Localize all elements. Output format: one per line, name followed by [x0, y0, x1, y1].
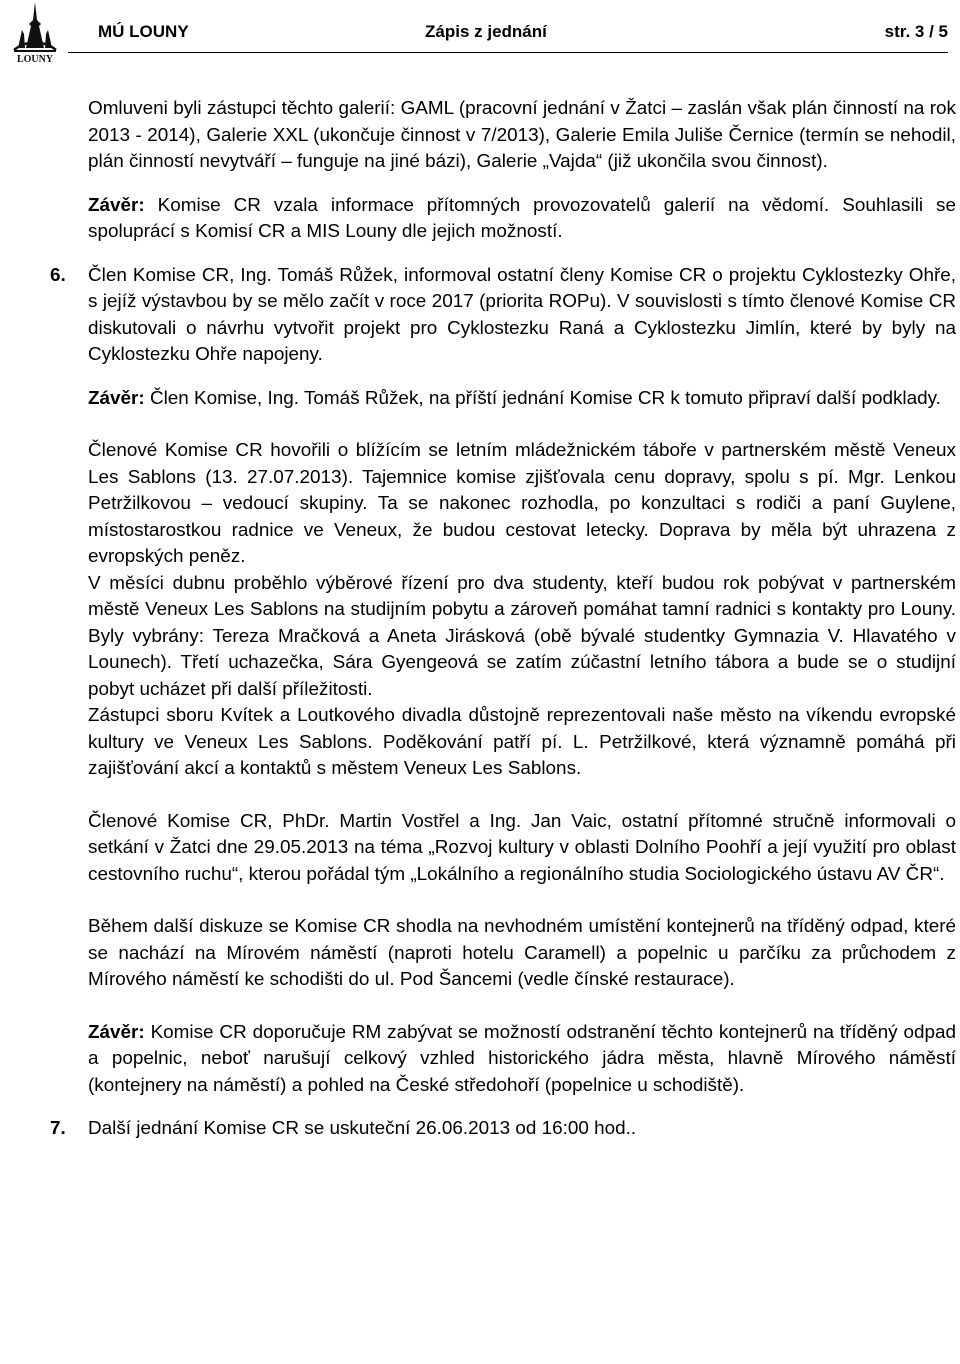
conclusion-text: Komise CR vzala informace přítomných provozovatelů galerií na vědomí. Souhlasili se spoluprácí s Komisí CR a MIS Louny dle jejich možností.	[88, 194, 956, 242]
document-body	[50, 96, 956, 1143]
logo-text: LOUNY	[16, 54, 54, 64]
waste-bins-paragraph: Během další diskuze se Komise CR shodla na nevhodném umístění kontejnerů na tříděný odpad, které se nachází na Mírovém náměstí (naproti hotelu Caramell) a popelnic u parčíku za průchodem z Mírového náměstí ke schodišti do ul. Pod Šancemi (vedle čínské restaurace).	[88, 916, 956, 990]
conclusion-label: Závěr:	[88, 194, 145, 216]
conclusion-label: Závěr:	[88, 1021, 145, 1043]
conclusion-text: Člen Komise, Ing. Tomáš Růžek, na příští jednání Komise CR k tomuto připraví další podklady.	[144, 387, 941, 409]
seminar-paragraph: Členové Komise CR, PhDr. Martin Vostřel a Ing. Jan Vaic, ostatní přítomné stručně informovali o setkání v Žatci dne 29.05.2013 na téma „Rozvoj kultury v oblasti Dolního Poohří a její využití pro oblast cestovního ruchu“, kterou pořádal tým „Lokálního a regionálního studia Sociologického ústavu AV ČR“.	[88, 810, 956, 885]
conclusion-text: Komise CR doporučuje RM zabývat se možností odstranění těchto kontejnerů na tříděný odpad a popelnic, neboť narušují celkový vzhled historického jádra města, hlavně Mírového náměstí (kontejnery na náměstí) a pohled na České středohoří (popelnice u schodiště).	[88, 1021, 956, 1096]
agenda-item-6	[50, 263, 956, 369]
item-number: 6.	[50, 264, 66, 286]
conclusion-galleries	[88, 193, 956, 246]
louny-logo	[6, 0, 64, 64]
header-title: Zápis z jednání	[425, 22, 547, 41]
conclusion-cycle-path	[88, 386, 956, 413]
item-text: Člen Komise CR, Ing. Tomáš Růžek, informoval ostatní členy Komise CR o projektu Cyklostezky Ohře, s jejíž výstavbou by se mělo začít v roce 2017 (priorita ROPu). V souvislosti s tímto členové Komise CR diskutovali o návrhu vytvořit projekt pro Cyklostezku Raná a Cyklostezku Jimlín, které by byly na Cyklostezku Ohře napojeny.	[88, 264, 956, 365]
galleries-paragraph: Omluveni byli zástupci těchto galerií: GAML (pracovní jednání v Žatci – zaslán však plán činností na rok 2013 - 2014), Galerie XXL (ukončuje činnost v 7/2013), Galerie Emila Juliše Černice (termín se nehodil, plán činností nevytváří – funguje na jiné bázi), Galerie „Vajda“ (již ukončila svou činnost).	[88, 98, 956, 172]
youth-camp-paragraph: Členové Komise CR hovořili o blížícím se letním mládežnickém táboře v partnerském městě Veneux Les Sablons (13. 27.07.2013). Tajemnice komise zjišťovala cenu dopravy, spolu s pí. Mgr. Lenkou Petržilkovou – vedoucí skupiny. Ta se nakonec rozhodla, po konzultaci s rodiči a paní Guylene, místostarostkou radnice ve Veneux, že budou cestovat letecky. Doprava by měla být uhrazena z evropských peněz.	[88, 440, 956, 567]
culture-weekend-paragraph: Zástupci sboru Kvítek a Loutkového divadla důstojně reprezentovali naše město na víkendu evropské kultury ve Veneux Les Sablons. Poděkování patří pí. L. Petržilkové, která významně pomáhá při zajišťování akcí a kontaktů s městem Veneux Les Sablons.	[88, 705, 956, 779]
conclusion-label: Závěr:	[88, 387, 145, 409]
conclusion-waste-bins	[88, 1020, 956, 1100]
student-selection-paragraph: V měsíci dubnu proběhlo výběrové řízení pro dva studenty, kteří budou rok pobývat v partnerském městě Veneux Les Sablons na studijním pobytu a zároveň pomáhat tamní radnici s kontakty pro Louny. Byly vybrány: Tereza Mračková a Aneta Jirásková (obě bývalé studentky Gymnazia V. Hlavatého v Lounech). Třetí uchazečka, Sára Gyengeová se zatím zúčastní letního tábora a bude se o studijní pobyt ucházet při další příležitosti.	[88, 572, 956, 700]
item-text: Další jednání Komise CR se uskuteční 26.06.2013 od 16:00 hod..	[88, 1118, 637, 1139]
header-org: MÚ LOUNY	[98, 22, 189, 41]
agenda-item-7	[50, 1116, 956, 1143]
item-number: 7.	[50, 1118, 66, 1139]
header-divider	[68, 52, 948, 53]
header-page-number: str. 3 / 5	[884, 22, 948, 41]
